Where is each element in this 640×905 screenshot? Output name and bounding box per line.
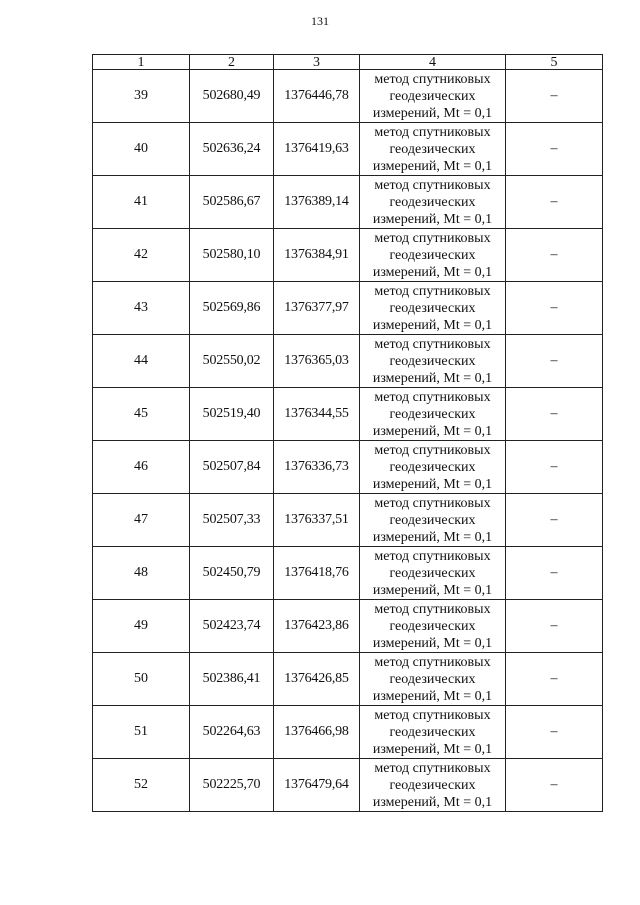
method-line: измерений, Mt = 0,1	[372, 741, 493, 757]
table-row	[93, 706, 603, 759]
method-cell	[360, 70, 506, 123]
method-cell	[360, 494, 506, 547]
point-number-cell: 48	[93, 547, 190, 600]
y-coordinate-cell: 1376423,86	[274, 600, 360, 653]
y-coordinate-cell: 1376466,98	[274, 706, 360, 759]
method-line: измерений, Mt = 0,1	[372, 423, 493, 439]
method-line: измерений, Mt = 0,1	[372, 105, 493, 121]
x-coordinate-cell: 502519,40	[190, 388, 274, 441]
x-coordinate-cell: 502586,67	[190, 176, 274, 229]
method-line: метод спутниковых	[374, 654, 491, 670]
page-number: 131	[311, 14, 329, 28]
method-line: метод спутниковых	[374, 71, 491, 87]
point-number-cell: 52	[93, 759, 190, 812]
note-cell: –	[506, 70, 603, 123]
method-line: геодезических	[389, 88, 476, 104]
point-number-cell: 50	[93, 653, 190, 706]
method-line: геодезических	[389, 459, 476, 475]
method-cell	[360, 759, 506, 812]
note-cell: –	[506, 759, 603, 812]
column-header-4: 4	[360, 55, 506, 70]
note-cell: –	[506, 229, 603, 282]
method-line: метод спутниковых	[374, 548, 491, 564]
method-line: геодезических	[389, 247, 476, 263]
note-cell: –	[506, 600, 603, 653]
column-header-1: 1	[93, 55, 190, 70]
method-line: измерений, Mt = 0,1	[372, 529, 493, 545]
note-cell: –	[506, 547, 603, 600]
y-coordinate-cell: 1376336,73	[274, 441, 360, 494]
x-coordinate-cell: 502680,49	[190, 70, 274, 123]
note-cell: –	[506, 176, 603, 229]
method-line: метод спутниковых	[374, 707, 491, 723]
method-cell	[360, 706, 506, 759]
point-number-cell: 43	[93, 282, 190, 335]
table-row	[93, 70, 603, 123]
column-header-2: 2	[190, 55, 274, 70]
method-cell	[360, 388, 506, 441]
method-line: измерений, Mt = 0,1	[372, 635, 493, 651]
method-line: измерений, Mt = 0,1	[372, 794, 493, 810]
note-cell: –	[506, 335, 603, 388]
method-cell	[360, 176, 506, 229]
method-line: геодезических	[389, 406, 476, 422]
x-coordinate-cell: 502580,10	[190, 229, 274, 282]
method-line: метод спутниковых	[374, 124, 491, 140]
y-coordinate-cell: 1376389,14	[274, 176, 360, 229]
table-row	[93, 759, 603, 812]
method-line: метод спутниковых	[374, 336, 491, 352]
x-coordinate-cell: 502225,70	[190, 759, 274, 812]
table-row	[93, 335, 603, 388]
table-row	[93, 176, 603, 229]
y-coordinate-cell: 1376344,55	[274, 388, 360, 441]
method-line: геодезических	[389, 512, 476, 528]
y-coordinate-cell: 1376426,85	[274, 653, 360, 706]
table-row	[93, 653, 603, 706]
method-line: измерений, Mt = 0,1	[372, 264, 493, 280]
table-row	[93, 600, 603, 653]
method-line: геодезических	[389, 141, 476, 157]
method-line: метод спутниковых	[374, 760, 491, 776]
method-line: метод спутниковых	[374, 601, 491, 617]
method-line: геодезических	[389, 724, 476, 740]
note-cell: –	[506, 388, 603, 441]
method-line: измерений, Mt = 0,1	[372, 688, 493, 704]
table-row	[93, 282, 603, 335]
method-cell	[360, 123, 506, 176]
method-line: метод спутниковых	[374, 495, 491, 511]
method-cell	[360, 229, 506, 282]
method-cell	[360, 335, 506, 388]
y-coordinate-cell: 1376365,03	[274, 335, 360, 388]
method-line: метод спутниковых	[374, 177, 491, 193]
method-cell	[360, 653, 506, 706]
x-coordinate-cell: 502507,33	[190, 494, 274, 547]
table-body	[93, 70, 603, 812]
method-line: геодезических	[389, 671, 476, 687]
column-header-3: 3	[274, 55, 360, 70]
method-line: геодезических	[389, 618, 476, 634]
method-line: геодезических	[389, 353, 476, 369]
x-coordinate-cell: 502264,63	[190, 706, 274, 759]
x-coordinate-cell: 502386,41	[190, 653, 274, 706]
point-number-cell: 51	[93, 706, 190, 759]
x-coordinate-cell: 502569,86	[190, 282, 274, 335]
point-number-cell: 46	[93, 441, 190, 494]
note-cell: –	[506, 706, 603, 759]
table-row	[93, 388, 603, 441]
note-cell: –	[506, 653, 603, 706]
table-row	[93, 229, 603, 282]
point-number-cell: 47	[93, 494, 190, 547]
x-coordinate-cell: 502636,24	[190, 123, 274, 176]
point-number-cell: 42	[93, 229, 190, 282]
x-coordinate-cell: 502550,02	[190, 335, 274, 388]
method-line: метод спутниковых	[374, 442, 491, 458]
coordinates-table	[92, 54, 603, 812]
method-cell	[360, 441, 506, 494]
y-coordinate-cell: 1376446,78	[274, 70, 360, 123]
method-cell	[360, 547, 506, 600]
table-row	[93, 123, 603, 176]
method-line: метод спутниковых	[374, 283, 491, 299]
column-header-5: 5	[506, 55, 603, 70]
method-line: геодезических	[389, 565, 476, 581]
y-coordinate-cell: 1376377,97	[274, 282, 360, 335]
method-line: метод спутниковых	[374, 230, 491, 246]
table-row	[93, 494, 603, 547]
y-coordinate-cell: 1376337,51	[274, 494, 360, 547]
y-coordinate-cell: 1376384,91	[274, 229, 360, 282]
method-line: измерений, Mt = 0,1	[372, 317, 493, 333]
x-coordinate-cell: 502507,84	[190, 441, 274, 494]
table-header-row	[93, 55, 603, 70]
point-number-cell: 40	[93, 123, 190, 176]
method-line: метод спутниковых	[374, 389, 491, 405]
method-line: измерений, Mt = 0,1	[372, 582, 493, 598]
method-line: геодезических	[389, 194, 476, 210]
point-number-cell: 49	[93, 600, 190, 653]
method-line: геодезических	[389, 777, 476, 793]
note-cell: –	[506, 282, 603, 335]
point-number-cell: 44	[93, 335, 190, 388]
note-cell: –	[506, 494, 603, 547]
method-line: геодезических	[389, 300, 476, 316]
method-cell	[360, 282, 506, 335]
table-row	[93, 441, 603, 494]
method-line: измерений, Mt = 0,1	[372, 370, 493, 386]
point-number-cell: 41	[93, 176, 190, 229]
method-cell	[360, 600, 506, 653]
point-number-cell: 39	[93, 70, 190, 123]
x-coordinate-cell: 502450,79	[190, 547, 274, 600]
point-number-cell: 45	[93, 388, 190, 441]
note-cell: –	[506, 123, 603, 176]
method-line: измерений, Mt = 0,1	[372, 476, 493, 492]
note-cell: –	[506, 441, 603, 494]
y-coordinate-cell: 1376418,76	[274, 547, 360, 600]
method-line: измерений, Mt = 0,1	[372, 211, 493, 227]
y-coordinate-cell: 1376479,64	[274, 759, 360, 812]
table-row	[93, 547, 603, 600]
x-coordinate-cell: 502423,74	[190, 600, 274, 653]
y-coordinate-cell: 1376419,63	[274, 123, 360, 176]
method-line: измерений, Mt = 0,1	[372, 158, 493, 174]
